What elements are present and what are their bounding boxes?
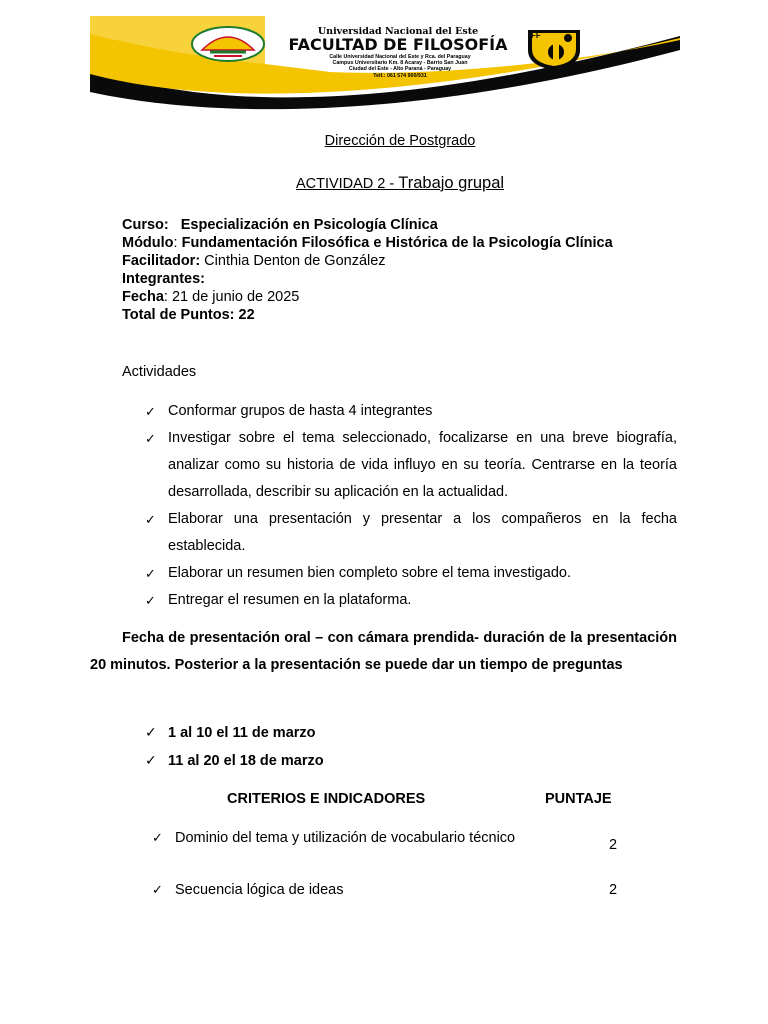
activity-text: Entregar el resumen en la plataforma. bbox=[168, 592, 412, 608]
activity-text: Investigar sobre el tema seleccionado, focalizarse en una breve biografía, analizar como su historia de vida influyo en su teoría. Centrarse en la teoría desarrollada, describir su aplicación en la actualidad. bbox=[168, 430, 677, 500]
facilitador-label: Facilitador: bbox=[122, 253, 201, 269]
course-info: Curso: Especialización en Psicología Clínica Módulo: Fundamentación Filosófica e Histórica de la Psicología Clínica Facilitador: Cinthia Denton de González Integrantes: Fecha: 21 de junio de 2025 Total de Puntos: 22 bbox=[122, 217, 613, 323]
header-banner bbox=[90, 14, 680, 110]
address-line: Ciudad del Este - Alto Paraná - Paraguay bbox=[348, 66, 452, 73]
activity-text: Elaborar un resumen bien completo sobre el tema investigado. bbox=[168, 565, 572, 581]
university-logo-icon bbox=[192, 27, 264, 61]
check-icon: ✓ bbox=[145, 431, 156, 446]
address-line: Calle Universidad Nacional del Este y Rca. del Paraguay bbox=[329, 54, 471, 60]
list-item bbox=[145, 560, 677, 587]
activity-title bbox=[90, 174, 710, 193]
criterion-label: Dominio del tema y utilización de vocabulario técnico bbox=[175, 830, 516, 846]
emblem-letters: FF bbox=[531, 31, 541, 40]
check-icon: ✓ bbox=[145, 752, 157, 768]
check-icon: ✓ bbox=[152, 882, 163, 897]
address-line: Telf.: 061 574 900/931 bbox=[373, 72, 427, 79]
table-row bbox=[152, 830, 515, 846]
fecha-value: : 21 de junio de 2025 bbox=[163, 289, 300, 305]
presentation-note bbox=[90, 625, 677, 679]
list-item bbox=[145, 719, 324, 747]
address-block bbox=[280, 54, 520, 79]
check-icon: ✓ bbox=[145, 566, 156, 581]
university-name: Universidad Nacional del Este bbox=[317, 26, 479, 37]
list-item bbox=[145, 398, 677, 425]
check-icon: ✓ bbox=[145, 724, 157, 740]
points-header: PUNTAJE bbox=[545, 791, 612, 807]
activity-text: Elaborar una presentación y presentar a los compañeros en la fecha establecida. bbox=[168, 511, 677, 554]
curso-label: Curso: bbox=[122, 217, 169, 233]
activity-text: Conformar grupos de hasta 4 integrantes bbox=[168, 403, 433, 419]
presentation-note-text: Fecha de presentación oral – con cámara prendida- duración de la presentación 20 minutos. Posterior a la presentación se puede dar un tiempo de preguntas bbox=[90, 630, 677, 673]
check-icon: ✓ bbox=[145, 593, 156, 608]
check-icon: ✓ bbox=[152, 830, 163, 845]
check-icon: ✓ bbox=[145, 404, 156, 419]
criterion-label: Secuencia lógica de ideas bbox=[175, 882, 344, 898]
list-item bbox=[145, 425, 677, 506]
date-text: 11 al 20 el 18 de marzo bbox=[168, 753, 324, 769]
check-icon: ✓ bbox=[145, 512, 156, 527]
facilitador-value: Cinthia Denton de González bbox=[200, 253, 386, 269]
criterion-points: 2 bbox=[609, 882, 618, 898]
criteria-header: CRITERIOS E INDICADORES bbox=[227, 791, 426, 807]
modulo-value: Fundamentación Filosófica e Histórica de la Psicología Clínica bbox=[181, 235, 613, 251]
curso-value: Especialización en Psicología Clínica bbox=[180, 217, 438, 233]
activity-name: Trabajo grupal bbox=[398, 174, 505, 192]
activity-prefix: ACTIVIDAD 2 - bbox=[295, 176, 399, 192]
integrantes-label: Integrantes: bbox=[122, 271, 205, 287]
activities-list bbox=[145, 398, 677, 614]
direction-title: Dirección de Postgrado bbox=[324, 133, 476, 149]
list-item bbox=[145, 747, 324, 775]
list-item bbox=[145, 587, 677, 614]
address-line: Campus Universitario Km. 8 Acaray - Barrio San Juan bbox=[332, 60, 468, 67]
list-item bbox=[145, 506, 677, 560]
criterion-points: 2 bbox=[609, 837, 618, 853]
table-row bbox=[152, 882, 343, 898]
activities-heading: Actividades bbox=[122, 364, 197, 380]
dates-list bbox=[145, 719, 324, 775]
faculty-name: FACULTAD DE FILOSOFÍA bbox=[288, 35, 508, 54]
modulo-label: Módulo bbox=[122, 235, 174, 251]
fecha-label: Fecha bbox=[122, 289, 164, 305]
total-points: Total de Puntos: 22 bbox=[122, 307, 255, 323]
date-text: 1 al 10 el 11 de marzo bbox=[168, 725, 316, 741]
